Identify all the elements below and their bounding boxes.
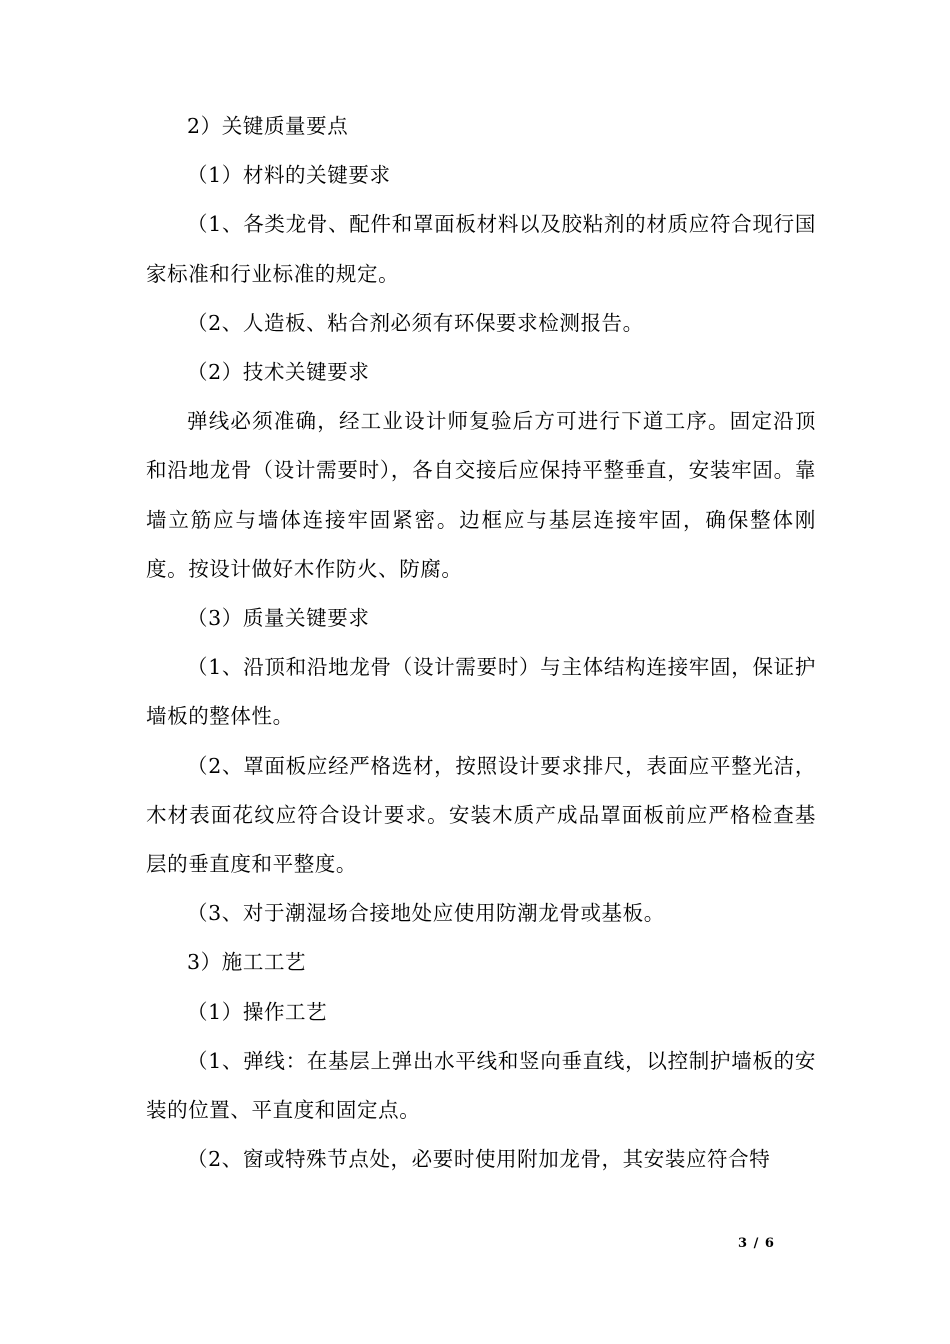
paragraph: 弹线必须准确，经工业设计师复验后方可进行下道工序。固定沿顶和沿地龙骨（设计需要时），各自交接后应保持平整垂直，安装牢固。靠墙立筋应与墙体连接牢固紧密。边框应与基层连接牢固，确保整体刚度。按设计做好木作防火、防腐。 <box>146 409 816 581</box>
paragraph: （2、窗或特殊节点处，必要时使用附加龙骨，其安装应符合特 <box>187 1147 771 1172</box>
paragraph: （1、各类龙骨、配件和罩面板材料以及胶粘剂的材质应符合现行国家标准和行业标准的规定。 <box>146 212 816 286</box>
subsection-heading: （3）质量关键要求 <box>187 606 370 631</box>
subsection-heading: （2）技术关键要求 <box>187 360 370 385</box>
subsection-heading: （1）操作工艺 <box>187 999 328 1024</box>
subsection-heading: （1）材料的关键要求 <box>187 163 391 188</box>
section-heading: 3）施工工艺 <box>187 950 307 975</box>
paragraph: （1、弹线：在基层上弹出水平线和竖向垂直线，以控制护墙板的安装的位置、平直度和固定点。 <box>146 1048 816 1123</box>
paragraph: （2、人造板、粘合剂必须有环保要求检测报告。 <box>187 310 644 335</box>
paragraph: （2、罩面板应经严格选材，按照设计要求排尺，表面应平整光洁，木材表面花纹应符合设计要求。安装木质产成品罩面板前应严格检查基层的垂直度和平整度。 <box>146 753 816 877</box>
page-number: 3 / 6 <box>738 1236 775 1251</box>
paragraph: （1、沿顶和沿地龙骨（设计需要时）与主体结构连接牢固，保证护墙板的整体性。 <box>146 655 816 729</box>
section-heading: 2）关键质量要点 <box>187 114 349 138</box>
document-body <box>146 102 816 1184</box>
paragraph: （3、对于潮湿场合接地处应使用防潮龙骨或基板。 <box>187 901 665 926</box>
